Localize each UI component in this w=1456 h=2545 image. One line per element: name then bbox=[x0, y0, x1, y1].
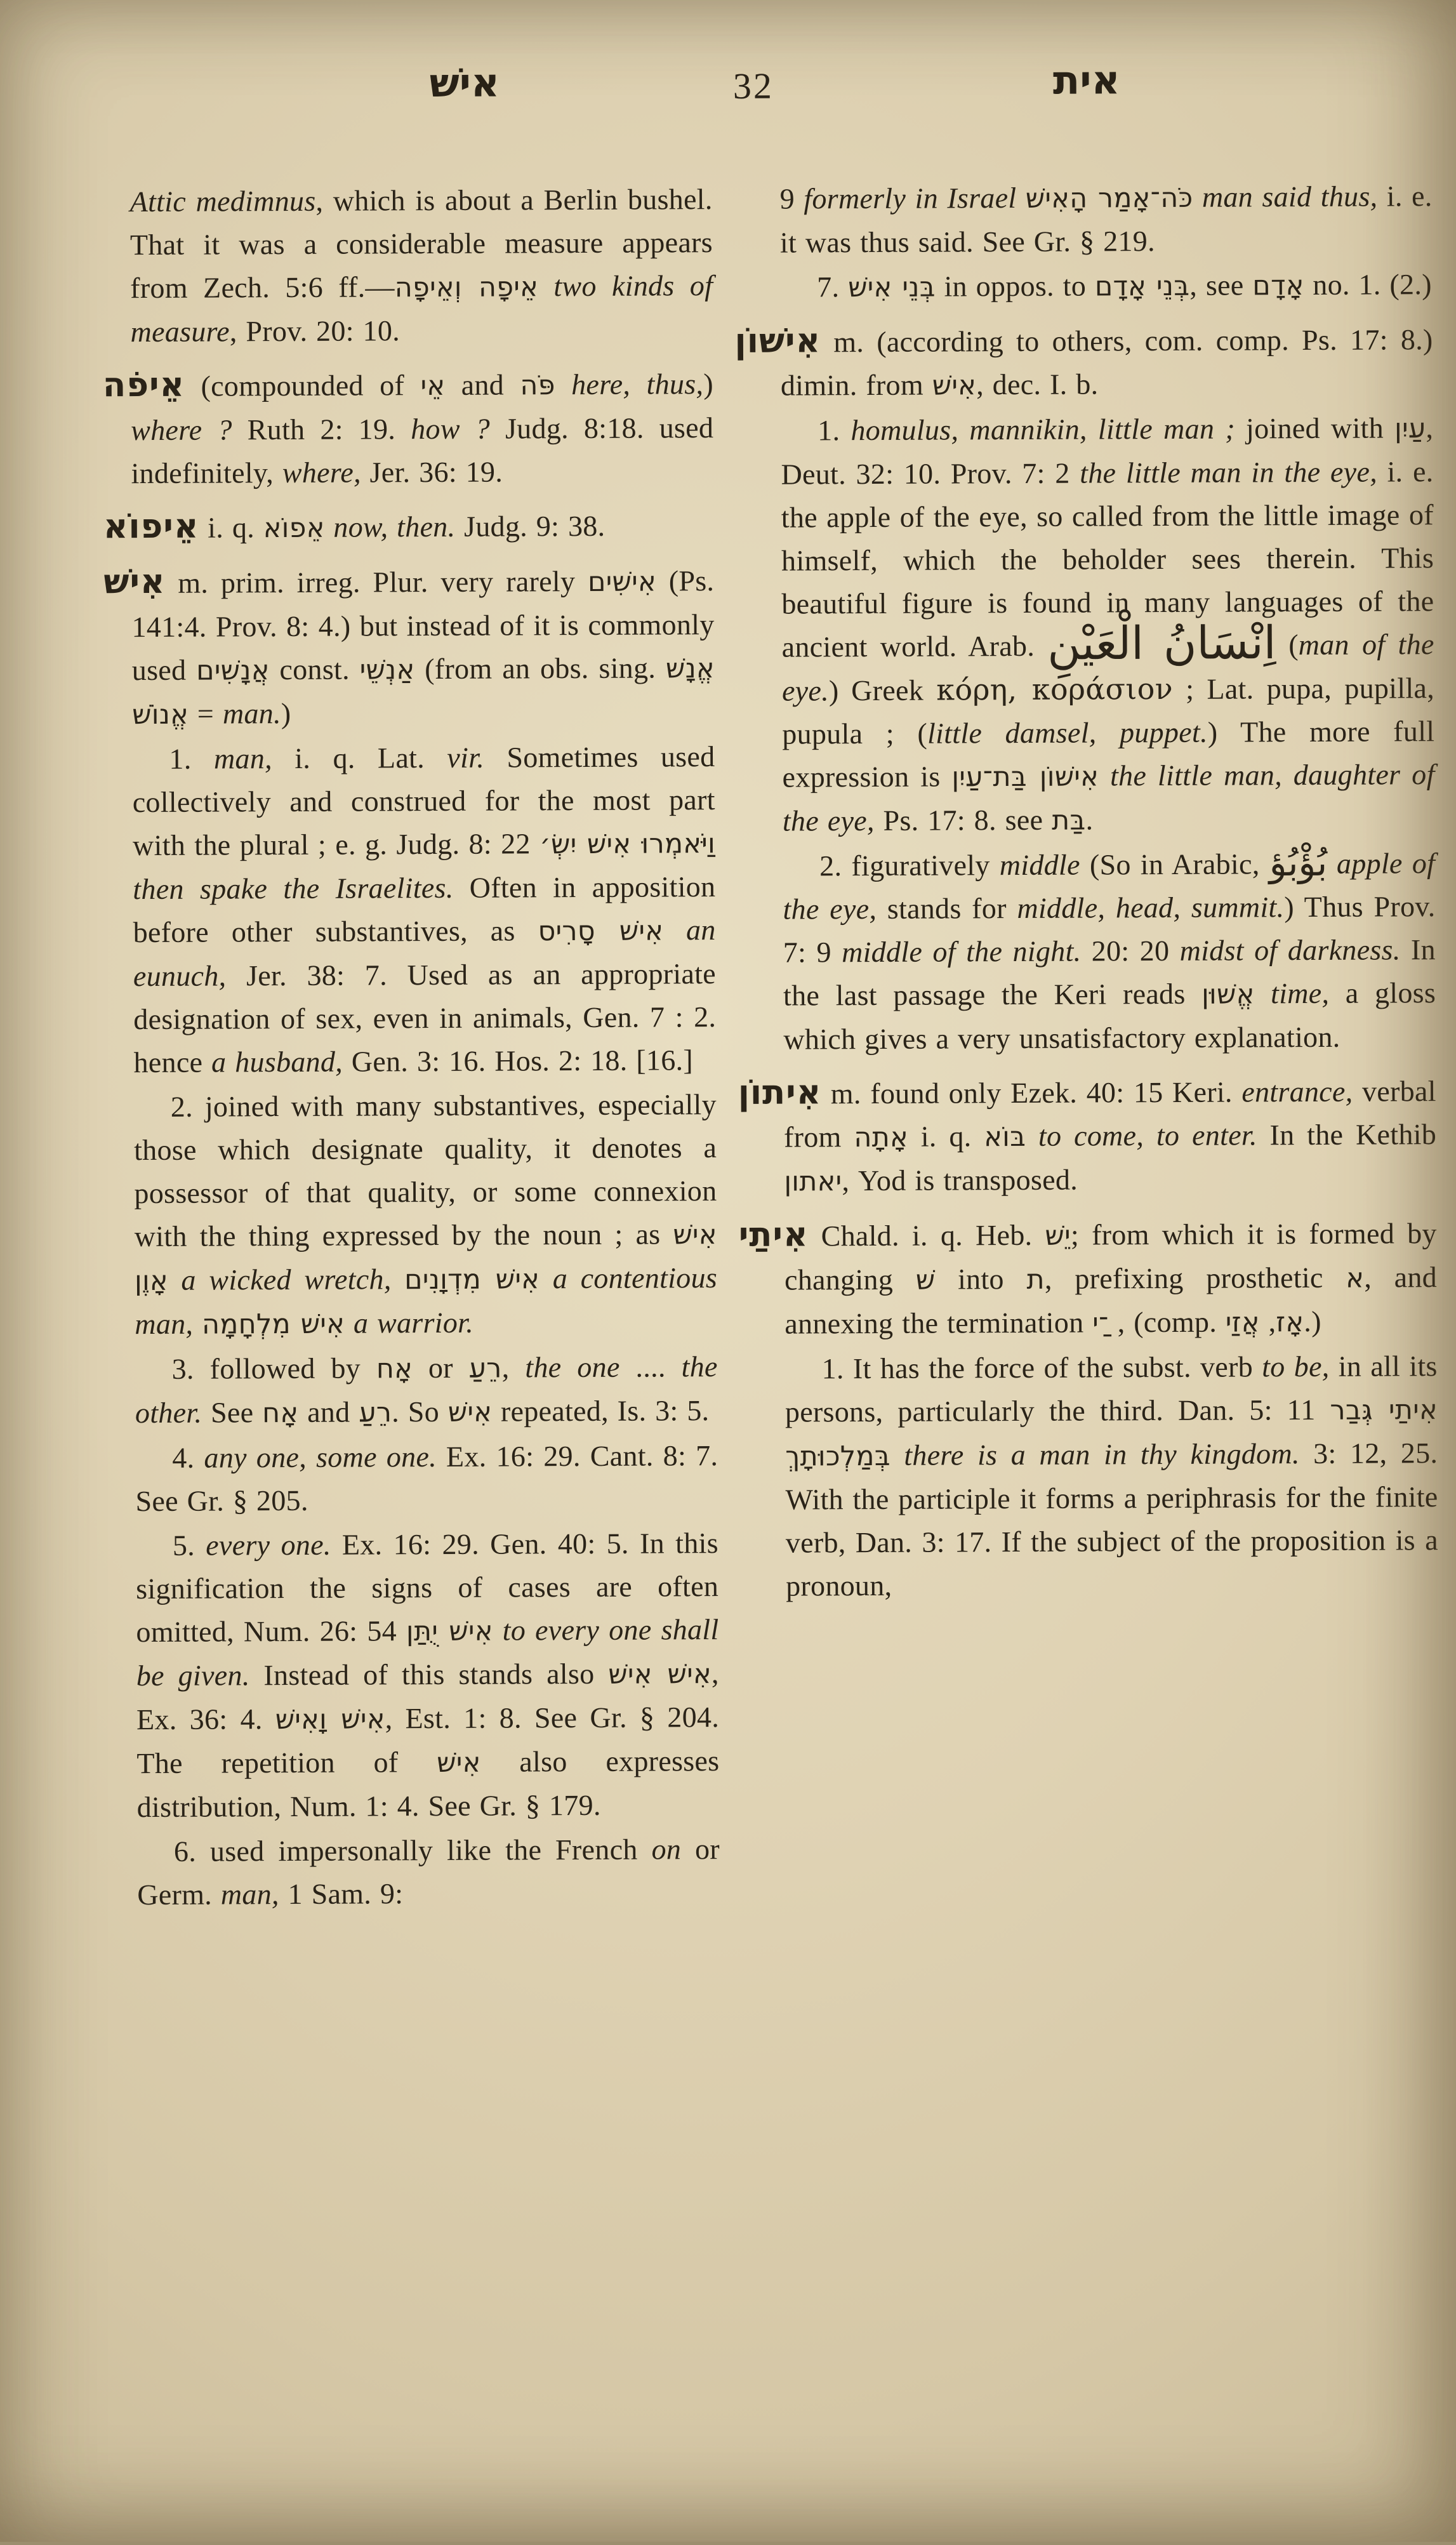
italic-text: middle of the night. bbox=[842, 935, 1082, 969]
text-run: ( bbox=[1276, 628, 1298, 661]
text-run: Ex. 16: 29. Gen. 40: 5. In this signification the signs of cases are often omitted, Num. 26: 54 bbox=[136, 1527, 718, 1648]
text-run: a gloss which gives a very unsatisfactory explanation. bbox=[783, 976, 1436, 1055]
hebrew-text: ־ַי bbox=[1092, 1307, 1109, 1339]
text-run: stands for bbox=[877, 892, 1017, 925]
text-run: . So bbox=[392, 1395, 448, 1428]
hebrew-text: אִישׁוֹן בַּת־עַיִן bbox=[951, 761, 1099, 793]
italic-text: on bbox=[651, 1833, 681, 1865]
text-run: , and annexing the termination bbox=[784, 1261, 1437, 1339]
text-run: 2. figuratively bbox=[819, 849, 1000, 882]
text-run: 7. bbox=[817, 270, 848, 303]
hebrew-text: אִישׁ סָרִיס bbox=[538, 915, 663, 947]
italic-text: then spake the Israelites. bbox=[133, 872, 453, 905]
hebrew-headword: אִיתַי bbox=[739, 1215, 809, 1254]
hebrew-text: אִישׁ אָוֶן bbox=[135, 1219, 717, 1297]
hebrew-headword: אֵיפוֹא bbox=[103, 507, 199, 547]
text-run: , see bbox=[1189, 269, 1252, 301]
italic-text: to be, bbox=[1262, 1350, 1330, 1383]
paragraph bbox=[781, 406, 1435, 843]
text-run: i. q. Lat. bbox=[272, 741, 447, 774]
text-run: m. found only Ezek. 40: 15 Keri. bbox=[821, 1075, 1241, 1110]
italic-text: Attic medimnus bbox=[130, 185, 316, 218]
arabic-text: بُؤْبُؤ bbox=[1269, 842, 1328, 884]
text-run: , Est. 1: 8. See Gr. § 204. The repetition of bbox=[136, 1701, 719, 1779]
text-run: i. q. bbox=[199, 511, 263, 543]
text-run: Jer. 36: 19. bbox=[361, 456, 503, 489]
text-run: Judg. 9: 38. bbox=[455, 510, 605, 543]
text-run bbox=[1026, 1120, 1038, 1152]
text-run: , dec. I. b. bbox=[976, 368, 1098, 401]
text-run: = bbox=[189, 698, 214, 730]
text-run: 9 bbox=[780, 182, 804, 215]
hebrew-text: וַיֹּאמְרוּ אִישׁ יִשְׂ׳ bbox=[539, 828, 715, 860]
italic-text: a husband, bbox=[211, 1046, 343, 1079]
italic-text: middle, head, summit. bbox=[1017, 891, 1284, 924]
text-run: also expresses distribution, Num. 1: 4. See Gr. § 179. bbox=[137, 1744, 720, 1823]
italic-text: a contentious man, bbox=[135, 1261, 717, 1340]
italic-text: little damsel, puppet. bbox=[927, 716, 1208, 750]
text-run: (So in Arabic, bbox=[1080, 847, 1269, 880]
italic-text: man. bbox=[223, 697, 281, 729]
text-run: , Ex. 36: 4. bbox=[136, 1657, 719, 1736]
text-run: Sometimes used collectively and construed for the most part with the plural ; e. g. Judg. 8: 22 bbox=[133, 740, 715, 861]
text-run: (Ps. 141:4. Prov. 8: 4.) but instead of it is commonly used bbox=[131, 564, 714, 686]
hebrew-text: אָדָם bbox=[1252, 270, 1304, 302]
hebrew-text: אָז bbox=[1276, 1306, 1304, 1338]
italic-text: entrance, bbox=[1241, 1075, 1353, 1108]
italic-text: there is a man in thy kingdom. bbox=[904, 1437, 1300, 1472]
italic-text: midst of darkness. bbox=[1180, 933, 1401, 967]
paragraph bbox=[785, 1345, 1439, 1607]
text-run: . bbox=[1085, 803, 1093, 835]
text-run: 1. bbox=[169, 743, 214, 775]
hebrew-text: אִישׁ מִדְוָנִים bbox=[404, 1263, 539, 1296]
text-run: Ex. 16: 29. Cant. 8: 7. See Gr. § 205. bbox=[135, 1439, 718, 1517]
text-run: , bbox=[1260, 1305, 1276, 1338]
text-run: Often in apposition before other substantives, as bbox=[133, 870, 716, 948]
hebrew-text: א bbox=[1346, 1263, 1364, 1294]
hebrew-text: אִישׁ אִישׁ bbox=[608, 1658, 711, 1691]
italic-text: time, bbox=[1271, 977, 1329, 1009]
text-run: Chald. i. q. Heb. bbox=[808, 1219, 1045, 1253]
text-run: Ps. 17: 8. see bbox=[875, 804, 1052, 837]
text-run: , Yod is transposed. bbox=[842, 1164, 1078, 1197]
text-run: (from an obs. sing. bbox=[414, 651, 666, 685]
text-run: and bbox=[445, 368, 520, 401]
text-run: Gen. 3: 16. Hos. 2: 18. [16.] bbox=[343, 1044, 693, 1077]
paragraph bbox=[134, 1083, 718, 1346]
hebrew-text: בְּנֵי אָדָם bbox=[1095, 270, 1190, 303]
hebrew-text: עַיִן bbox=[1394, 413, 1426, 444]
italic-text: to every one shall be given. bbox=[136, 1613, 719, 1692]
text-run: Judg. 8:18. used indefinitely, bbox=[131, 411, 713, 489]
text-run: 6. used impersonally like the French bbox=[174, 1833, 652, 1868]
text-run: 3: 12, 25. With the participle it forms a periphrasis for the finite verb, Dan. 3: 17. If the subject of the proposition is a pronoun, bbox=[785, 1437, 1438, 1602]
italic-text: the little man, daughter of the eye, bbox=[783, 758, 1435, 837]
text-run: 1. It has the force of the subst. verb bbox=[822, 1350, 1262, 1385]
paragraph bbox=[135, 1434, 718, 1523]
dictionary-entry bbox=[780, 317, 1433, 408]
dictionary-entry bbox=[131, 361, 714, 495]
dictionary-entry bbox=[784, 1068, 1437, 1203]
greek-text: κόρη, κοράσιον bbox=[936, 672, 1173, 707]
text-run bbox=[1099, 759, 1110, 792]
hebrew-headword: אֵיפֹה bbox=[103, 366, 185, 405]
text-run: 20: 20 bbox=[1081, 934, 1179, 967]
text-run: i. q. bbox=[908, 1120, 984, 1153]
text-run: 1. bbox=[817, 414, 850, 446]
italic-text: a wicked wretch, bbox=[181, 1263, 391, 1296]
text-run: repeated, Is. 3: 5. bbox=[492, 1394, 710, 1427]
text-run: i. e. the apple of the eye, so called from the little image of himself, which the beholder sees therein. This beautiful figure is found in many languages of the ancient world. Arab. bbox=[781, 455, 1434, 663]
italic-text: an eunuch, bbox=[133, 914, 716, 992]
hebrew-text: אִישׁ מִלְחָמָה bbox=[202, 1308, 345, 1341]
text-run: ) Thus Prov. 7: 9 bbox=[783, 890, 1436, 968]
paragraph bbox=[137, 1828, 720, 1917]
running-head-left: אישׁ bbox=[401, 59, 528, 106]
text-run: Jer. 38: 7. Used as an appropriate designation of sex, even in animals, Gen. 7 : 2. hence bbox=[133, 957, 716, 1079]
text-run: no. 1. (2.) bbox=[1304, 268, 1431, 301]
hebrew-text: אִישׁ יֻתַּן bbox=[406, 1616, 493, 1648]
text-run: See bbox=[202, 1396, 262, 1428]
text-run: 5. bbox=[173, 1529, 206, 1562]
right-column bbox=[779, 175, 1438, 1607]
text-run bbox=[538, 270, 553, 302]
hebrew-text: אֵפוֹא bbox=[263, 512, 325, 544]
running-head-right: אית bbox=[1023, 56, 1150, 103]
italic-text: any one, some one. bbox=[204, 1440, 437, 1474]
text-run bbox=[663, 914, 686, 946]
text-run: joined with bbox=[1235, 411, 1394, 444]
text-run: in oppos. to bbox=[936, 269, 1095, 302]
text-run: 4. bbox=[172, 1442, 204, 1474]
italic-text: the one bbox=[525, 1351, 620, 1384]
text-run bbox=[168, 1264, 182, 1296]
italic-text: formerly in Israel bbox=[804, 182, 1016, 215]
text-run: .... bbox=[620, 1350, 682, 1383]
text-run: and bbox=[298, 1396, 359, 1428]
hebrew-text: אָתָה bbox=[854, 1122, 908, 1153]
italic-text: man, bbox=[214, 742, 272, 774]
hebrew-text: אֵי bbox=[420, 370, 445, 402]
text-run bbox=[214, 697, 223, 729]
text-run: const. bbox=[270, 653, 360, 686]
italic-text: man said thus, bbox=[1202, 180, 1378, 213]
text-run: , Deut. 32: 10. Prov. 7: 2 bbox=[781, 411, 1433, 490]
text-run: .) bbox=[1304, 1305, 1321, 1338]
text-run: ; Lat. pupa, pupilla, pupula ; ( bbox=[782, 672, 1434, 750]
hebrew-text: בּוֹא bbox=[984, 1121, 1026, 1153]
page-number: 32 bbox=[690, 64, 817, 107]
hebrew-text: אֱנָשׁ bbox=[666, 653, 715, 684]
dictionary-entry bbox=[784, 1211, 1438, 1346]
text-run: ) Greek bbox=[829, 674, 937, 707]
text-run: m. prim. irreg. Plur. very rarely bbox=[165, 565, 588, 599]
text-run bbox=[1254, 977, 1271, 1009]
dictionary-entry bbox=[131, 503, 714, 550]
text-run bbox=[1193, 181, 1202, 213]
italic-text: homulus, mannikin, little man ; bbox=[850, 413, 1235, 447]
text-run: in all its persons, particularly the third. Dan. 5: 11 bbox=[785, 1350, 1438, 1428]
italic-text: every one. bbox=[206, 1529, 331, 1562]
text-run bbox=[345, 1307, 354, 1339]
text-run: into bbox=[935, 1263, 1026, 1296]
hebrew-text: אִישׁ bbox=[932, 369, 977, 401]
italic-text: man, bbox=[221, 1878, 279, 1910]
text-run: , Prov. 20: 10. bbox=[230, 314, 400, 347]
hebrew-text: אֱנוֹשׁ bbox=[132, 699, 189, 731]
italic-text: middle bbox=[1000, 849, 1080, 882]
paragraph bbox=[132, 735, 716, 1084]
italic-text: the other. bbox=[135, 1350, 718, 1429]
text-run bbox=[193, 1308, 202, 1340]
italic-text: apple of the eye, bbox=[783, 847, 1435, 925]
hebrew-text: פֹּה bbox=[520, 369, 555, 401]
hebrew-text: אִיתַי גְּבַר בְּמַלְכוּתָךְ bbox=[785, 1394, 1438, 1472]
hebrew-headword: אִישׁוֹן bbox=[734, 321, 821, 361]
italic-text: the little man in the eye, bbox=[1080, 456, 1377, 489]
hebrew-text: אִישׁ וָאִישׁ bbox=[275, 1703, 385, 1736]
italic-text: a warrior. bbox=[354, 1306, 473, 1339]
hebrew-text: יֵשׁ bbox=[1045, 1220, 1071, 1252]
text-run: , prefixing prosthetic bbox=[1045, 1261, 1346, 1295]
text-run: (compounded of bbox=[185, 369, 421, 402]
hebrew-text: ת bbox=[1026, 1264, 1045, 1296]
italic-text: where, bbox=[282, 456, 361, 489]
text-run: 2. joined with many substantives, especially those which designate quality, it denotes a possessor of that quality, or some connexion with the thing expressed by the noun ; as bbox=[134, 1088, 717, 1253]
italic-text: vir. bbox=[447, 741, 484, 774]
text-run: , bbox=[502, 1351, 526, 1383]
text-run: ; from which it is formed by changing bbox=[784, 1217, 1437, 1296]
text-run: Ruth 2: 19. bbox=[232, 413, 411, 446]
text-run bbox=[324, 511, 333, 543]
text-run: 3. followed by bbox=[172, 1352, 376, 1385]
text-run: , (comp. bbox=[1109, 1306, 1226, 1339]
text-run bbox=[555, 368, 572, 401]
hebrew-text: כֹּה־אָמַר הָאִישׁ bbox=[1026, 182, 1193, 215]
text-run bbox=[1016, 182, 1026, 214]
text-run: In the Kethib bbox=[1257, 1118, 1437, 1151]
text-run bbox=[391, 1263, 404, 1295]
hebrew-text: אֲזַי bbox=[1226, 1306, 1260, 1338]
text-run: In the last passage the Keri reads bbox=[783, 933, 1436, 1011]
text-run: or Germ. bbox=[137, 1833, 720, 1911]
text-run bbox=[493, 1614, 503, 1647]
hebrew-text: אָח bbox=[376, 1353, 413, 1385]
hebrew-text: בְּנֵי אִישׁ bbox=[848, 272, 936, 304]
text-run bbox=[890, 1439, 904, 1472]
paragraph bbox=[136, 1522, 720, 1829]
text-run: or bbox=[413, 1352, 469, 1384]
hebrew-text: רֵעַ bbox=[359, 1397, 392, 1428]
text-run: ) bbox=[703, 368, 713, 400]
italic-text: now, then. bbox=[333, 510, 455, 543]
hebrew-headword: אִיתוֹן bbox=[738, 1073, 822, 1112]
text-run: m. (according to others, com. comp. Ps. 17: 8.) dimin. from bbox=[781, 323, 1433, 401]
text-run: verbal from bbox=[784, 1075, 1436, 1153]
paragraph bbox=[779, 175, 1433, 264]
text-run: ) The more full expression is bbox=[782, 715, 1434, 793]
paragraph bbox=[780, 263, 1433, 309]
dictionary-entry bbox=[131, 558, 715, 736]
italic-text: to come, to enter. bbox=[1038, 1119, 1257, 1152]
paragraph bbox=[783, 842, 1436, 1061]
italic-text: two kinds of measure bbox=[130, 269, 713, 348]
hebrew-text: אֵיפָה וְאֵיפָה bbox=[395, 271, 539, 303]
hebrew-headword: אִישׁ bbox=[103, 562, 165, 601]
text-run: , which is about a Berlin bushel. That it was a considerable measure appears from Zech. 5:6 ff.— bbox=[130, 183, 713, 304]
hebrew-text: אָח bbox=[262, 1397, 298, 1429]
hebrew-text: אִישׁ bbox=[437, 1747, 481, 1779]
hebrew-text: אַנְשֵׁי bbox=[360, 654, 415, 686]
hebrew-text: רֵעַ bbox=[469, 1353, 502, 1385]
text-run: 1 Sam. 9: bbox=[279, 1877, 404, 1910]
hebrew-text: אֲנָשִׁים bbox=[196, 655, 270, 687]
text-run: Instead of this stands also bbox=[249, 1658, 608, 1691]
hebrew-text: יאתון bbox=[784, 1166, 842, 1197]
text-run bbox=[1327, 847, 1337, 880]
left-column bbox=[129, 178, 720, 1917]
hebrew-text: אִישִׁים bbox=[588, 566, 656, 597]
paragraph bbox=[135, 1345, 718, 1435]
italic-text: man of the eye. bbox=[782, 628, 1434, 707]
arabic-text: اِنْسَانُ الْعَيْنِ bbox=[1047, 616, 1276, 670]
paragraph bbox=[129, 178, 713, 354]
hebrew-text: שׁ bbox=[916, 1265, 936, 1296]
text-run: ) bbox=[281, 697, 291, 729]
italic-text: here, thus, bbox=[571, 368, 703, 401]
italic-text: where ? bbox=[131, 413, 232, 446]
hebrew-text: אֱשׁוּן bbox=[1201, 978, 1255, 1010]
text-run bbox=[539, 1262, 553, 1294]
italic-text: how ? bbox=[411, 413, 490, 446]
hebrew-text: אִישׁ bbox=[448, 1397, 493, 1428]
hebrew-text: בַּת bbox=[1052, 805, 1086, 837]
text-run: i. e. it was thus said. See Gr. § 219. bbox=[780, 180, 1433, 258]
